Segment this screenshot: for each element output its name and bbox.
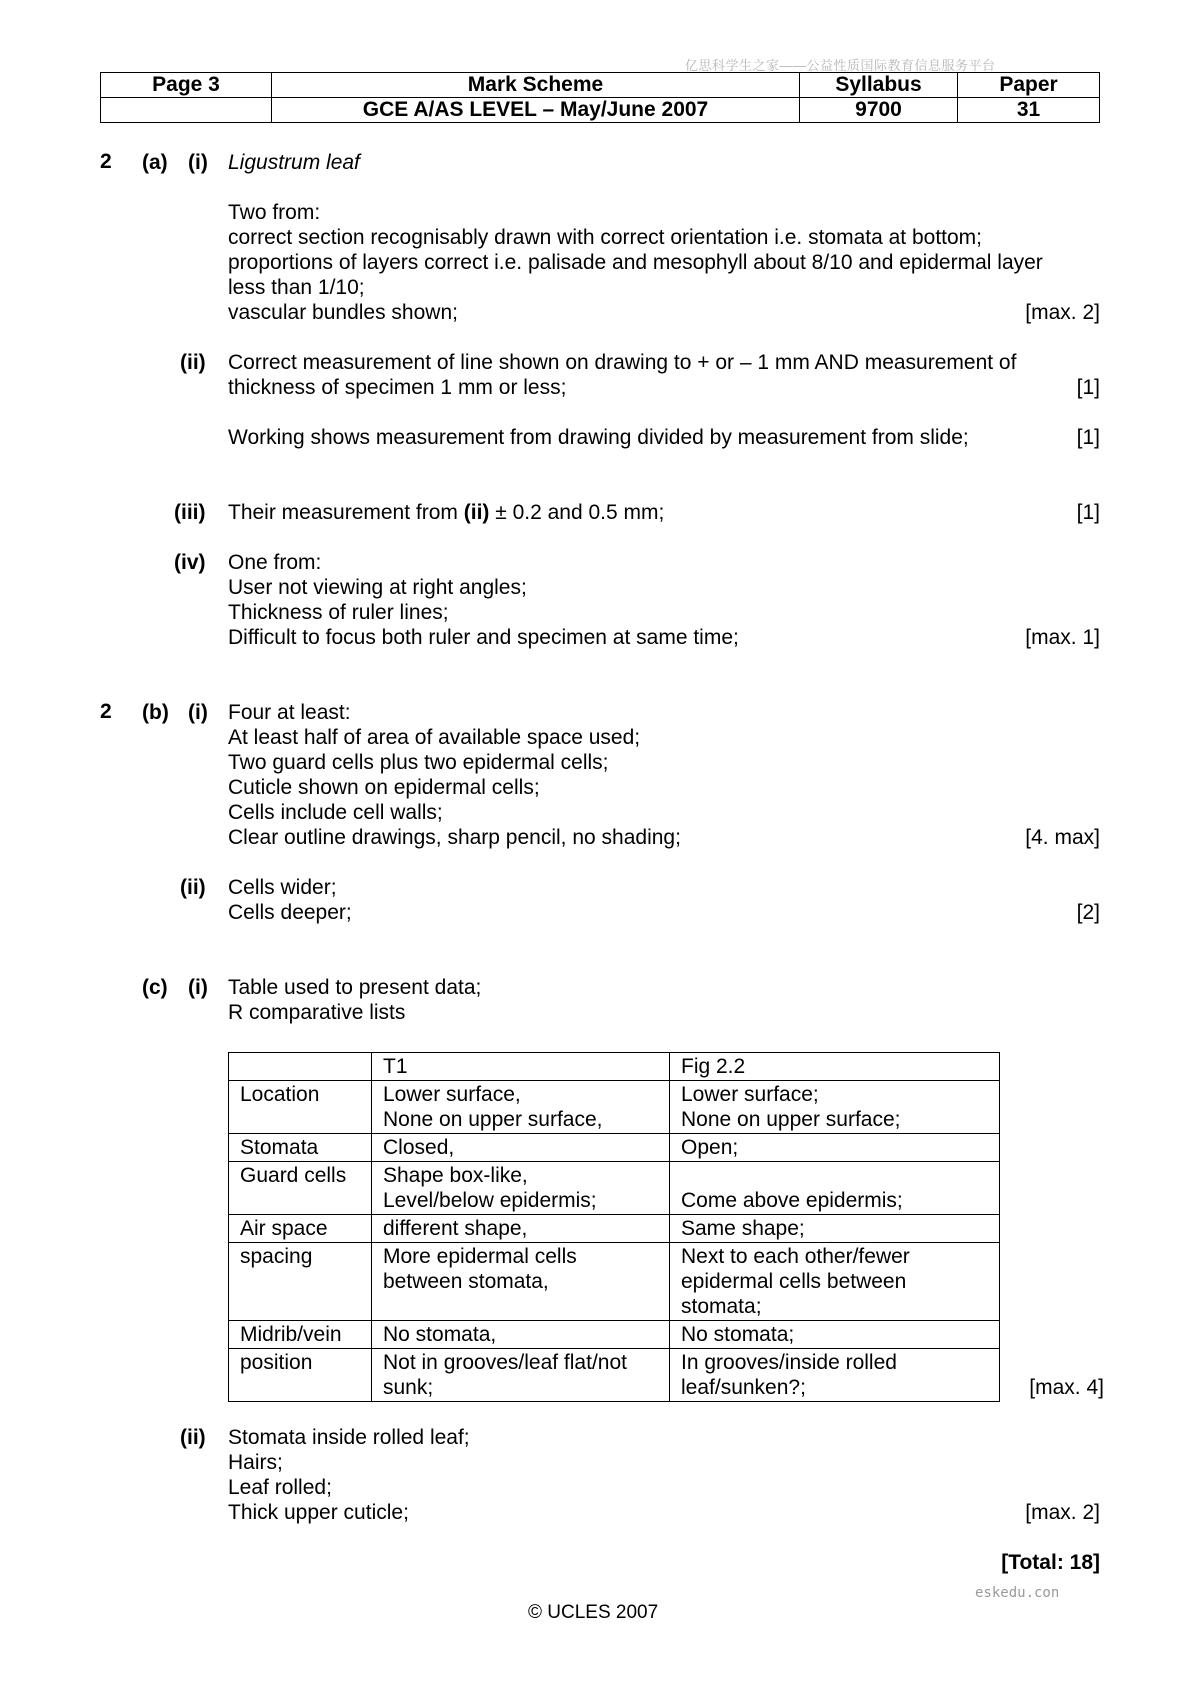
- sub-ii-label: (ii): [180, 351, 206, 374]
- c-sub-ii-label: (ii): [180, 1426, 206, 1449]
- header-title: Mark Scheme: [272, 73, 800, 98]
- a-ii-working: Working shows measurement from drawing divided by measurement from slide;: [228, 426, 969, 449]
- table-row: [229, 1321, 1000, 1349]
- header-syllabus-label: Syllabus: [800, 73, 958, 98]
- table-cell: Midrib/vein: [229, 1321, 372, 1349]
- table-cell: spacing: [229, 1243, 372, 1321]
- a-iii-text: Their measurement from: [228, 501, 464, 524]
- b-sub-i-label: (i): [188, 701, 208, 724]
- c-ii-line: Thick upper cuticle;: [228, 1501, 409, 1524]
- watermark-bottom: eskedu.con: [975, 1585, 1060, 1601]
- b-ii-line: Cells deeper;: [228, 901, 352, 924]
- table-cell: No stomata,: [372, 1321, 670, 1349]
- c-ii-line: Stomata inside rolled leaf;: [228, 1426, 470, 1449]
- question-number: 2: [100, 700, 112, 723]
- b-ii-mark: [2]: [1076, 901, 1100, 924]
- c-sub-i-label: (i): [188, 976, 208, 999]
- a-i-line: vascular bundles shown;: [228, 301, 458, 324]
- table-cell: Same shape;: [670, 1215, 1000, 1243]
- table-row: [229, 1081, 1000, 1134]
- header-page: Page 3: [101, 73, 272, 98]
- table-header-cell: [229, 1053, 372, 1081]
- header-paper-label: Paper: [958, 73, 1100, 98]
- a-iii-ref: (ii): [463, 501, 490, 524]
- table-cell: Open;: [670, 1134, 1000, 1162]
- b-ii-line: Cells wider;: [228, 876, 337, 899]
- sub-i-label: (i): [188, 151, 208, 174]
- c-ii-line: Hairs;: [228, 1451, 283, 1474]
- table-cell: Air space: [229, 1215, 372, 1243]
- c-i-line: Table used to present data;: [228, 976, 482, 999]
- table-cell: different shape,: [372, 1215, 670, 1243]
- a-i-line: correct section recognisably drawn with correct orientation i.e. stomata at bottom;: [228, 226, 983, 249]
- table-row: [229, 1215, 1000, 1243]
- table-cell: Location: [229, 1081, 372, 1134]
- table-row: [229, 1243, 1000, 1321]
- b-i-mark: [4. max]: [1025, 826, 1100, 849]
- total-marks: [Total: 18]: [1001, 1551, 1100, 1574]
- part-c-label: (c): [142, 976, 168, 999]
- table-cell: Lower surface, None on upper surface,: [372, 1081, 670, 1134]
- c-ii-mark: [max. 2]: [1025, 1501, 1100, 1524]
- a-ii-working-mark: [1]: [1076, 426, 1100, 449]
- sub-iii-label: (iii): [174, 501, 206, 524]
- table-header-cell: Fig 2.2: [670, 1053, 1000, 1081]
- table-row: [229, 1162, 1000, 1215]
- header-paper: 31: [958, 98, 1100, 123]
- ligustrum-title: Ligustrum leaf: [228, 151, 360, 174]
- part-b-label: (b): [142, 701, 169, 724]
- b-i-line: At least half of area of available space used;: [228, 726, 641, 749]
- b-i-line: Clear outline drawings, sharp pencil, no shading;: [228, 826, 681, 849]
- header-table: [100, 72, 1100, 123]
- table-cell: Not in grooves/leaf flat/not sunk;: [372, 1349, 670, 1402]
- a-ii-line: thickness of specimen 1 mm or less;: [228, 376, 567, 399]
- table-cell: Next to each other/fewer epidermal cells between stomata;: [670, 1243, 1000, 1321]
- part-a-label: (a): [142, 151, 168, 174]
- question-number: 2: [100, 150, 112, 173]
- b-i-line: Cuticle shown on epidermal cells;: [228, 776, 540, 799]
- table-header-cell: T1: [372, 1053, 670, 1081]
- a-iv-line: Thickness of ruler lines;: [228, 601, 449, 624]
- table-cell: Stomata: [229, 1134, 372, 1162]
- table-cell: Guard cells: [229, 1162, 372, 1215]
- a-i-line: less than 1/10;: [228, 276, 365, 299]
- table-cell: position: [229, 1349, 372, 1402]
- table-cell: Lower surface; None on upper surface;: [670, 1081, 1000, 1134]
- c-i-line: R comparative lists: [228, 1001, 406, 1024]
- header-syllabus: 9700: [800, 98, 958, 123]
- table-row: [229, 1349, 1000, 1402]
- a-ii-mark: [1]: [1076, 376, 1100, 399]
- b-sub-ii-label: (ii): [180, 876, 206, 899]
- b-i-line: Cells include cell walls;: [228, 801, 443, 824]
- comparison-table: [228, 1052, 1000, 1402]
- sub-iv-label: (iv): [174, 551, 206, 574]
- table-cell: Closed,: [372, 1134, 670, 1162]
- a-iv-mark: [max. 1]: [1025, 626, 1100, 649]
- table-cell: More epidermal cells between stomata,: [372, 1243, 670, 1321]
- table-cell: In grooves/inside rolled leaf/sunken?;: [670, 1349, 1000, 1402]
- table-cell: Shape box-like, Level/below epidermis;: [372, 1162, 670, 1215]
- table-header-row: [229, 1053, 1000, 1081]
- a-ii-line: Correct measurement of line shown on drawing to + or – 1 mm AND measurement of: [228, 351, 1017, 374]
- header-empty: [101, 98, 272, 123]
- a-iii-mark: [1]: [1076, 501, 1100, 524]
- watermark-top: 亿思科学生之家——公益性质国际教育信息服务平台: [685, 58, 996, 73]
- table-cell: Come above epidermis;: [670, 1162, 1000, 1215]
- b-i-line: Four at least:: [228, 701, 351, 724]
- a-i-line: proportions of layers correct i.e. palisade and mesophyll about 8/10 and epidermal layer: [228, 251, 1043, 274]
- a-iii-line: [228, 500, 664, 525]
- a-i-line: Two from:: [228, 201, 321, 224]
- a-iv-line: One from:: [228, 551, 322, 574]
- header-exam: GCE A/AS LEVEL – May/June 2007: [272, 98, 800, 123]
- table-cell: No stomata;: [670, 1321, 1000, 1349]
- table-row: [229, 1134, 1000, 1162]
- footer-copyright: © UCLES 2007: [528, 1602, 659, 1623]
- a-i-mark: [max. 2]: [1025, 301, 1100, 324]
- c-i-mark: [max. 4]: [1029, 1376, 1104, 1399]
- a-iv-line: User not viewing at right angles;: [228, 576, 527, 599]
- a-iv-line: Difficult to focus both ruler and specimen at same time;: [228, 626, 739, 649]
- a-iii-text-post: ± 0.2 and 0.5 mm;: [489, 501, 665, 524]
- b-i-line: Two guard cells plus two epidermal cells;: [228, 751, 609, 774]
- c-ii-line: Leaf rolled;: [228, 1476, 332, 1499]
